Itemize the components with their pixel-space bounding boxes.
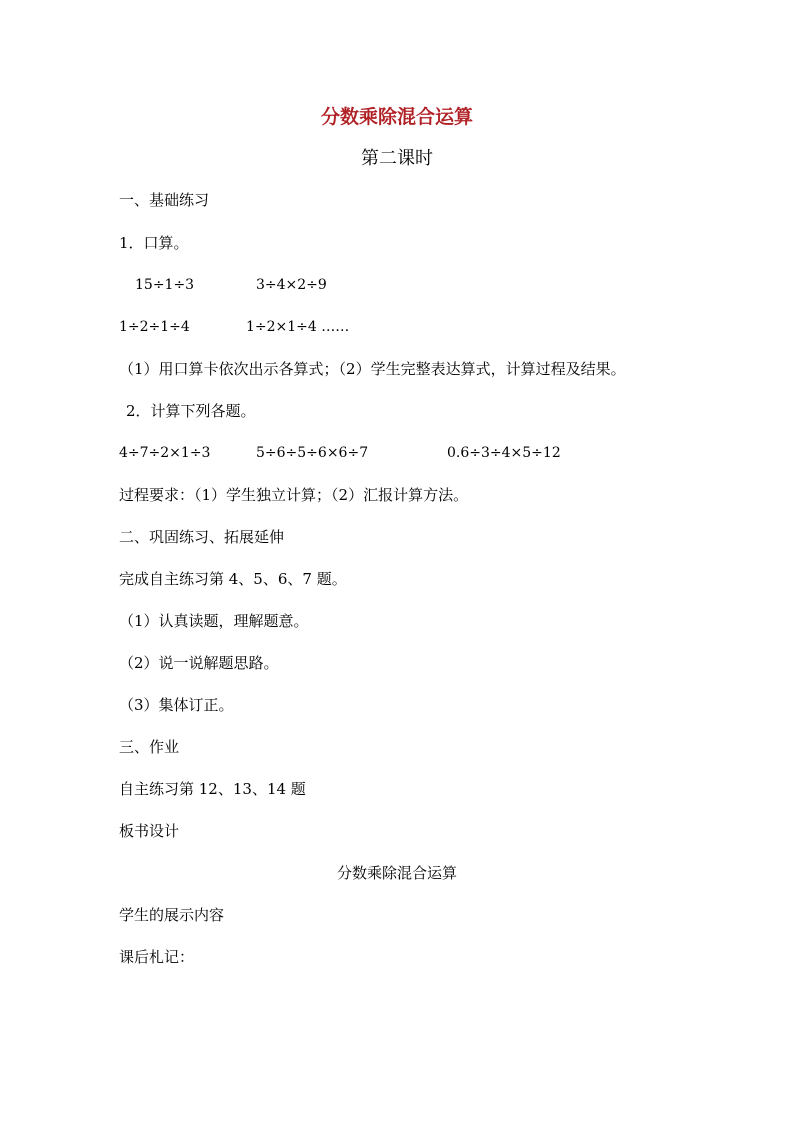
calc-expression: 0.6÷3÷4×5÷12 — [447, 445, 561, 461]
after-class-notes-label: 课后札记： — [119, 948, 195, 966]
document-title: 分数乘除混合运算 — [320, 106, 473, 128]
section1-heading: 一、基础练习 — [119, 191, 210, 209]
item1-heading: 1．口算。 — [119, 234, 189, 252]
item2-process: 过程要求：（1）学生独立计算；（2）汇报计算方法。 — [119, 486, 469, 504]
oral-expression: 15÷1÷3 — [135, 277, 195, 293]
oral-expression: 3÷4×2÷9 — [256, 277, 327, 293]
item1-process: （1）用口算卡依次出示各算式；（2）学生完整表达算式，计算过程及结果。 — [119, 360, 626, 378]
board-title: 分数乘除混合运算 — [336, 864, 457, 882]
calc-expression: 4÷7÷2×1÷3 — [119, 445, 211, 461]
section3-heading: 三、作业 — [119, 738, 180, 756]
section2-step: （2）说一说解题思路。 — [119, 654, 279, 672]
document-subtitle: 第二课时 — [361, 148, 433, 169]
student-content-label: 学生的展示内容 — [119, 906, 225, 924]
section2-step: （3）集体订正。 — [119, 696, 234, 714]
section2-step: （1）认真读题，理解题意。 — [119, 612, 309, 630]
board-design-label: 板书设计 — [119, 822, 180, 840]
section3-task: 自主练习第 12、13、14 题 — [119, 780, 306, 798]
section2-task: 完成自主练习第 4、5、6、7 题。 — [119, 570, 347, 588]
item2-heading: 2．计算下列各题。 — [126, 402, 256, 420]
calc-expression: 5÷6÷5÷6×6÷7 — [256, 445, 369, 461]
section2-heading: 二、巩固练习、拓展延伸 — [119, 528, 285, 546]
oral-expression: 1÷2×1÷4 …… — [246, 319, 350, 335]
oral-expression: 1÷2÷1÷4 — [119, 319, 190, 335]
